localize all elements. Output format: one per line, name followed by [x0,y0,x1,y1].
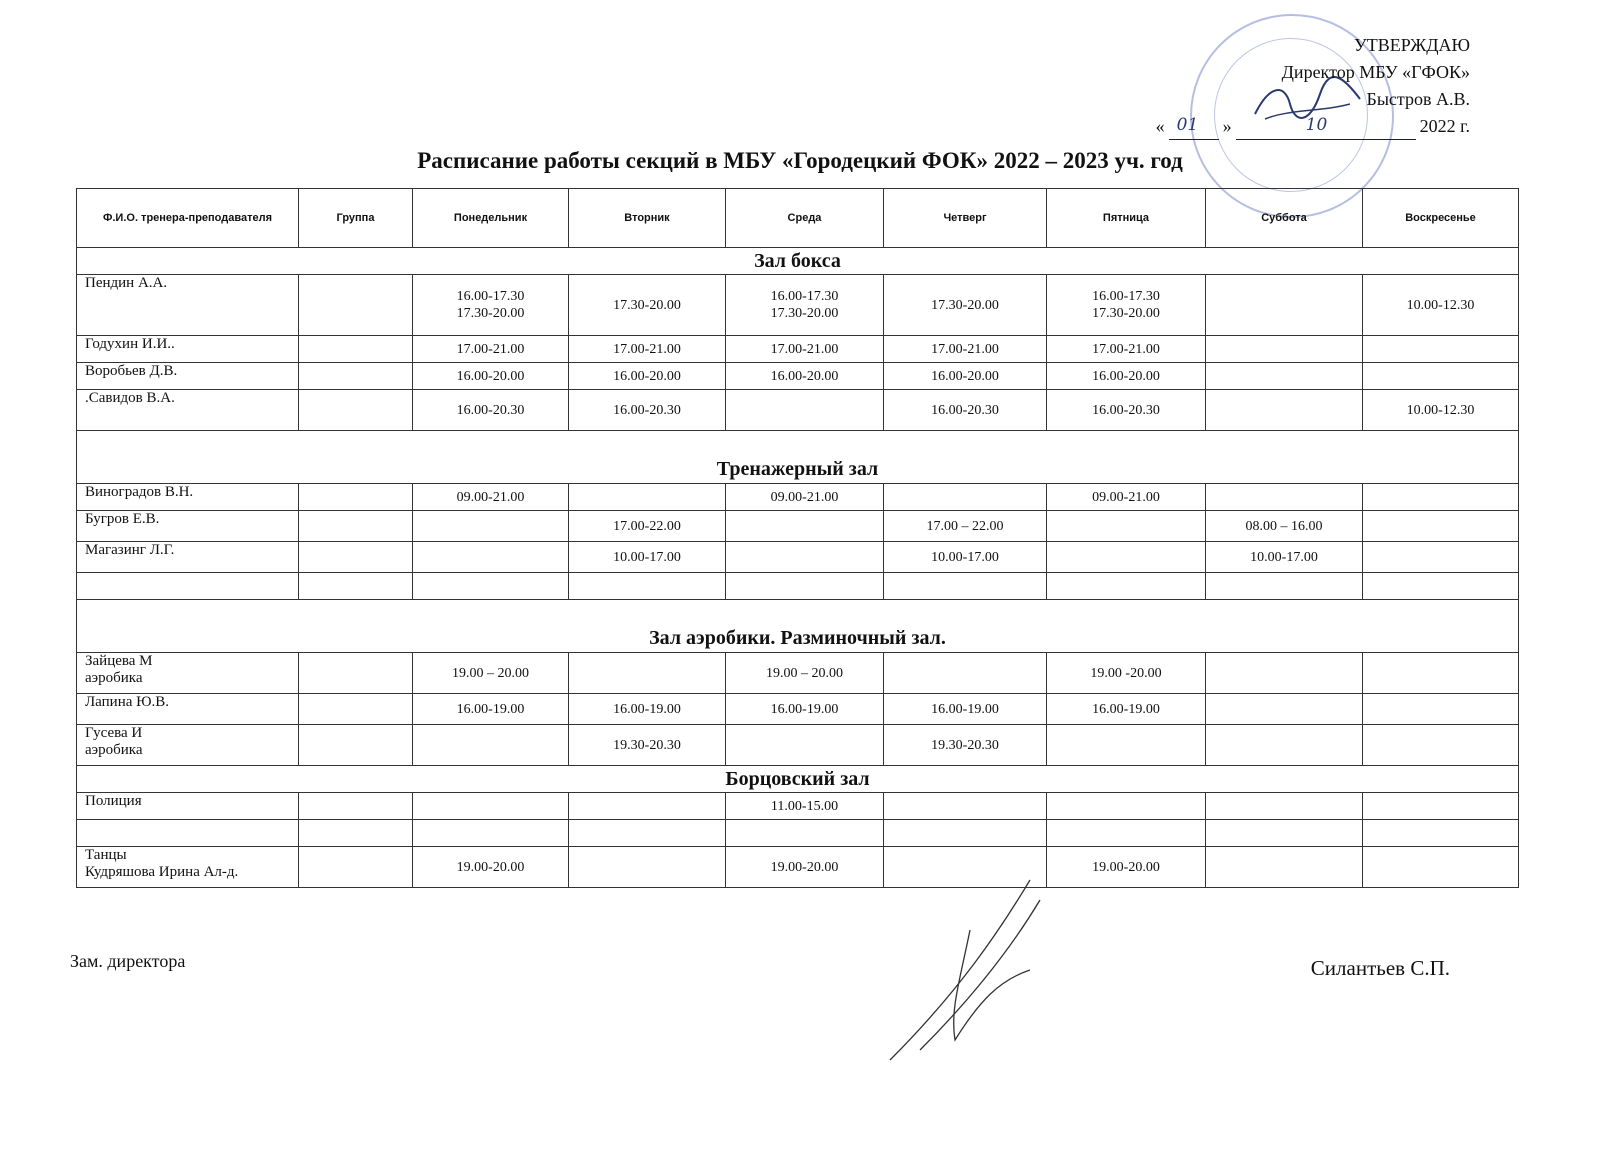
time-cell [1363,725,1519,766]
time-cell [1206,820,1363,847]
trainer-name: Воробьев Д.В. [77,363,299,390]
time-cell [1206,725,1363,766]
time-cell: 17.00-21.00 [884,336,1047,363]
time-cell: 16.00-19.00 [569,694,726,725]
time-cell [1363,573,1519,600]
time-cell: 19.30-20.30 [569,725,726,766]
time-cell [1206,484,1363,511]
time-cell: 16.00-20.00 [569,363,726,390]
column-header: Среда [726,189,884,248]
time-cell [569,847,726,888]
section-title: Зал аэробики. Разминочный зал. [77,600,1519,653]
time-cell: 16.00-19.00 [726,694,884,725]
time-cell [1047,542,1206,573]
time-cell: 19.00 -20.00 [1047,653,1206,694]
time-cell [726,511,884,542]
approver-name: Быстров А.В. [1366,89,1470,109]
time-cell [1363,511,1519,542]
column-header: Понедельник [413,189,569,248]
schedule-table [76,188,1519,888]
time-cell: 17.00-21.00 [726,336,884,363]
time-cell: 09.00-21.00 [1047,484,1206,511]
time-cell [884,484,1047,511]
time-cell: 16.00-20.00 [884,363,1047,390]
time-cell [726,390,884,431]
day-blank [1169,115,1219,140]
trainer-name: Бугров Е.В. [77,511,299,542]
time-cell [726,573,884,600]
day-handwritten: 01 [1176,115,1199,135]
time-cell [1047,820,1206,847]
time-cell [884,573,1047,600]
time-cell [1206,694,1363,725]
column-header: Суббота [1206,189,1363,248]
time-cell: 16.00-19.00 [413,694,569,725]
deputy-signature [880,870,1050,1070]
column-header: Пятница [1047,189,1206,248]
time-cell [569,653,726,694]
time-cell [413,542,569,573]
time-cell [726,820,884,847]
quote-close: » [1222,116,1232,136]
trainer-name: Лапина Ю.В. [77,694,299,725]
time-cell [1363,694,1519,725]
section-title: Борцовский зал [77,766,1519,793]
time-cell [1206,793,1363,820]
time-cell: 16.00-20.30 [1047,390,1206,431]
time-cell: 16.00-19.00 [1047,694,1206,725]
group-cell [299,820,413,847]
group-cell [299,694,413,725]
trainer-name [77,573,299,600]
time-cell: 16.00-20.30 [413,390,569,431]
time-cell [569,793,726,820]
column-header: Вторник [569,189,726,248]
time-cell: 10.00-12.30 [1363,275,1519,336]
trainer-name: Танцы Кудряшова Ирина Ал-д. [77,847,299,888]
column-header: Четверг [884,189,1047,248]
time-cell: 17.30-20.00 [569,275,726,336]
table-row [77,820,1519,847]
group-cell [299,542,413,573]
trainer-name: Полиция [77,793,299,820]
time-cell: 19.00-20.00 [1047,847,1206,888]
trainer-name: Пендин А.А. [77,275,299,336]
time-cell: 16.00-17.30 17.30-20.00 [726,275,884,336]
month-handwritten: 10 [1305,115,1328,135]
group-cell [299,275,413,336]
approval-date [1156,113,1470,140]
trainer-name: Магазинг Л.Г. [77,542,299,573]
group-cell [299,725,413,766]
time-cell [1363,793,1519,820]
time-cell: 17.00-21.00 [413,336,569,363]
column-header: Воскресенье [1363,189,1519,248]
time-cell [884,820,1047,847]
time-cell [726,542,884,573]
time-cell [569,573,726,600]
trainer-name: Виноградов В.Н. [77,484,299,511]
time-cell [569,820,726,847]
trainer-name: Годухин И.И.. [77,336,299,363]
group-cell [299,336,413,363]
group-cell [299,573,413,600]
group-cell [299,653,413,694]
table-row [77,484,1519,511]
group-cell [299,511,413,542]
time-cell [413,820,569,847]
table-row [77,573,1519,600]
section-row [77,766,1519,793]
time-cell: 19.00-20.00 [726,847,884,888]
header-row [77,189,1519,248]
time-cell: 17.00-22.00 [569,511,726,542]
time-cell [1363,542,1519,573]
table-row [77,847,1519,888]
time-cell [413,793,569,820]
group-cell [299,363,413,390]
table-row [77,694,1519,725]
trainer-name: Гусева И аэробика [77,725,299,766]
time-cell [1047,511,1206,542]
group-cell [299,390,413,431]
time-cell [1047,793,1206,820]
deputy-director-label: Зам. директора [70,951,186,971]
deputy-director-name: Силантьев С.П. [1310,956,1450,980]
time-cell: 11.00-15.00 [726,793,884,820]
time-cell [1206,363,1363,390]
table-row [77,653,1519,694]
time-cell [1363,653,1519,694]
section-row [77,600,1519,653]
trainer-name: Зайцева М аэробика [77,653,299,694]
section-title: Зал бокса [77,248,1519,275]
table-row [77,793,1519,820]
time-cell: 19.00 – 20.00 [726,653,884,694]
time-cell [1363,484,1519,511]
table-row [77,725,1519,766]
time-cell [1206,336,1363,363]
table-row [77,363,1519,390]
column-header: Ф.И.О. тренера-преподавателя [77,189,299,248]
time-cell [1363,363,1519,390]
time-cell: 16.00-20.30 [569,390,726,431]
column-header: Группа [299,189,413,248]
time-cell: 16.00-20.00 [413,363,569,390]
section-row [77,248,1519,275]
time-cell [884,793,1047,820]
time-cell [1363,336,1519,363]
time-cell: 16.00-20.30 [884,390,1047,431]
group-cell [299,484,413,511]
approve-heading: УТВЕРЖДАЮ [1353,35,1470,55]
approval-block [1156,32,1470,140]
group-cell [299,847,413,888]
page-title: Расписание работы секций в МБУ «Городецкий ФОК» 2022 – 2023 уч. год [417,148,1183,173]
time-cell: 16.00-20.00 [726,363,884,390]
time-cell: 17.00-21.00 [569,336,726,363]
month-blank [1236,115,1416,140]
time-cell [884,653,1047,694]
time-cell: 10.00-17.00 [569,542,726,573]
time-cell: 19.00-20.00 [413,847,569,888]
time-cell [413,511,569,542]
table-row [77,390,1519,431]
table-row [77,542,1519,573]
time-cell [569,484,726,511]
time-cell [726,725,884,766]
time-cell: 09.00-21.00 [726,484,884,511]
time-cell: 10.00-12.30 [1363,390,1519,431]
time-cell [1206,573,1363,600]
time-cell: 19.00 – 20.00 [413,653,569,694]
time-cell: 17.00-21.00 [1047,336,1206,363]
trainer-name: .Савидов В.А. [77,390,299,431]
time-cell: 08.00 – 16.00 [1206,511,1363,542]
quote-open: « [1155,116,1165,136]
time-cell [1363,847,1519,888]
time-cell: 10.00-17.00 [884,542,1047,573]
time-cell [1206,653,1363,694]
time-cell: 19.30-20.30 [884,725,1047,766]
time-cell [413,725,569,766]
table-row [77,336,1519,363]
time-cell [1206,847,1363,888]
time-cell: 16.00-19.00 [884,694,1047,725]
table-row [77,511,1519,542]
time-cell [1206,390,1363,431]
time-cell: 10.00-17.00 [1206,542,1363,573]
group-cell [299,793,413,820]
table-row [77,275,1519,336]
time-cell: 09.00-21.00 [413,484,569,511]
time-cell: 16.00-20.00 [1047,363,1206,390]
time-cell: 17.30-20.00 [884,275,1047,336]
time-cell [1206,275,1363,336]
section-title: Тренажерный зал [77,431,1519,484]
approval-year: 2022 г. [1419,116,1470,136]
trainer-name [77,820,299,847]
section-row [77,431,1519,484]
time-cell [1047,725,1206,766]
time-cell [1363,820,1519,847]
time-cell [1047,573,1206,600]
time-cell: 16.00-17.30 17.30-20.00 [413,275,569,336]
approver-position: Директор МБУ «ГФОК» [1281,62,1470,82]
time-cell [413,573,569,600]
time-cell: 16.00-17.30 17.30-20.00 [1047,275,1206,336]
time-cell: 17.00 – 22.00 [884,511,1047,542]
